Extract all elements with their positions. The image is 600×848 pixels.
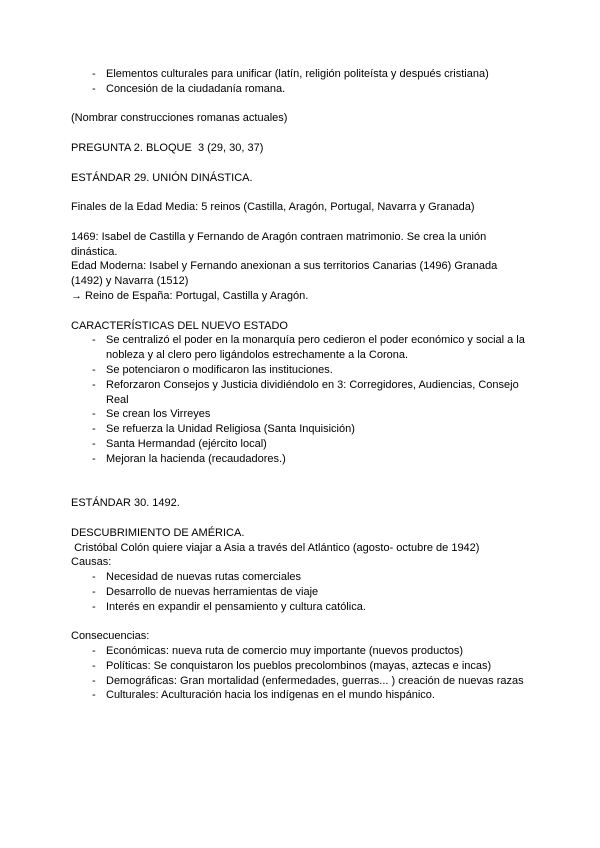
list-item-text: Se centralizó el poder en la monarquía pero cedieron el poder económico y social a la nobleza y al clero pero ligándolos estrechamente a la Corona. <box>106 334 528 362</box>
list-item <box>92 600 529 615</box>
dash-bullet: - <box>92 452 96 465</box>
paragraph: Cristóbal Colón quiere viajar a Asia a través del Atlántico (agosto- octubre de 1942) <box>71 541 480 554</box>
paragraph: DESCUBRIMIENTO DE AMÉRICA. <box>71 526 245 539</box>
list-item <box>92 407 529 422</box>
list-item <box>92 363 529 378</box>
blank-line <box>71 511 529 526</box>
blank-line <box>71 467 529 482</box>
paragraph: ESTÁNDAR 30. 1492. <box>71 497 180 510</box>
list-item-text: Políticas: Se conquistaron los pueblos precolombinos (mayas, aztecas e incas) <box>106 659 492 672</box>
bullet-list <box>71 333 529 466</box>
blank-line <box>71 126 529 141</box>
paragraph: PREGUNTA 2. BLOQUE 3 (29, 30, 37) <box>71 141 264 154</box>
list-item <box>92 82 529 97</box>
blank-line <box>71 481 529 496</box>
paragraph: (Nombrar construcciones romanas actuales) <box>71 112 288 125</box>
dash-bullet: - <box>92 378 96 391</box>
bullet-list <box>71 67 529 97</box>
list-item-text: Reforzaron Consejos y Justicia dividiéndolo en 3: Corregidores, Audiencias, Consejo Real <box>106 378 522 406</box>
list-item <box>92 67 529 82</box>
list-item-text: Necesidad de nuevas rutas comerciales <box>106 571 302 584</box>
dash-bullet: - <box>92 585 96 598</box>
dash-bullet: - <box>92 645 96 658</box>
blank-line <box>71 97 529 112</box>
dash-bullet: - <box>92 600 96 613</box>
paragraph: → Reino de España: Portugal, Castilla y Aragón. <box>71 289 309 302</box>
list-item <box>92 674 529 689</box>
paragraph: CARACTERÍSTICAS DEL NUEVO ESTADO <box>71 319 288 332</box>
list-item-text: Culturales: Aculturación hacia los indígenas en el mundo hispánico. <box>106 689 435 702</box>
list-item-text: Elementos culturales para unificar (latín, religión politeísta y después cristiana) <box>106 68 489 80</box>
list-item-text: Concesión de la ciudadanía romana. <box>106 82 286 95</box>
blank-line <box>71 215 529 230</box>
paragraph: Consecuencias: <box>71 630 150 643</box>
list-item <box>92 422 529 437</box>
list-item-text: Se potenciaron o modificaron las instituciones. <box>106 363 333 376</box>
bullet-list <box>71 570 529 614</box>
paragraph: Edad Moderna: Isabel y Fernando anexionan a sus territorios Canarias (1496) Granada (1492) y Navarra (1512) <box>71 260 501 288</box>
dash-bullet: - <box>92 363 96 376</box>
list-item-text: Interés en expandir el pensamiento y cultura católica. <box>106 600 366 613</box>
dash-bullet: - <box>92 674 96 687</box>
list-item <box>92 437 529 452</box>
list-item <box>92 688 529 703</box>
list-item <box>92 570 529 585</box>
blank-line <box>71 304 529 319</box>
dash-bullet: - <box>92 408 96 421</box>
dash-bullet: - <box>92 423 96 436</box>
dash-bullet: - <box>92 571 96 584</box>
list-item <box>92 378 529 408</box>
list-item-text: Desarrollo de nuevas herramientas de viaje <box>106 585 319 598</box>
list-item <box>92 333 529 363</box>
dash-bullet: - <box>92 334 96 347</box>
list-item <box>92 585 529 600</box>
list-item-text: Económicas: nueva ruta de comercio muy importante (nuevos productos) <box>106 645 464 658</box>
blank-line <box>71 156 529 171</box>
dash-bullet: - <box>92 659 96 672</box>
list-item-text: Mejoran la hacienda (recaudadores.) <box>106 452 286 465</box>
bullet-list <box>71 644 529 703</box>
document-content <box>71 67 529 703</box>
paragraph: Causas: <box>71 556 112 569</box>
list-item-text: Se crean los Virreyes <box>106 408 211 421</box>
paragraph: 1469: Isabel de Castilla y Fernando de Aragón contraen matrimonio. Se crea la unión dinástica. <box>71 230 490 258</box>
list-item-text: Se refuerza la Unidad Religiosa (Santa Inquisición) <box>106 423 355 436</box>
list-item-text: Demográficas: Gran mortalidad (enfermedades, guerras... ) creación de nuevas razas <box>106 674 524 687</box>
list-item <box>92 452 529 467</box>
list-item-text: Santa Hermandad (ejército local) <box>106 437 267 450</box>
dash-bullet: - <box>92 68 96 80</box>
blank-line <box>71 614 529 629</box>
paragraph: Finales de la Edad Media: 5 reinos (Castilla, Aragón, Portugal, Navarra y Granada) <box>71 201 475 214</box>
dash-bullet: - <box>92 689 96 702</box>
paragraph: ESTÁNDAR 29. UNIÓN DINÁSTICA. <box>71 171 253 184</box>
dash-bullet: - <box>92 82 96 95</box>
dash-bullet: - <box>92 437 96 450</box>
list-item <box>92 659 529 674</box>
list-item <box>92 644 529 659</box>
blank-line <box>71 185 529 200</box>
